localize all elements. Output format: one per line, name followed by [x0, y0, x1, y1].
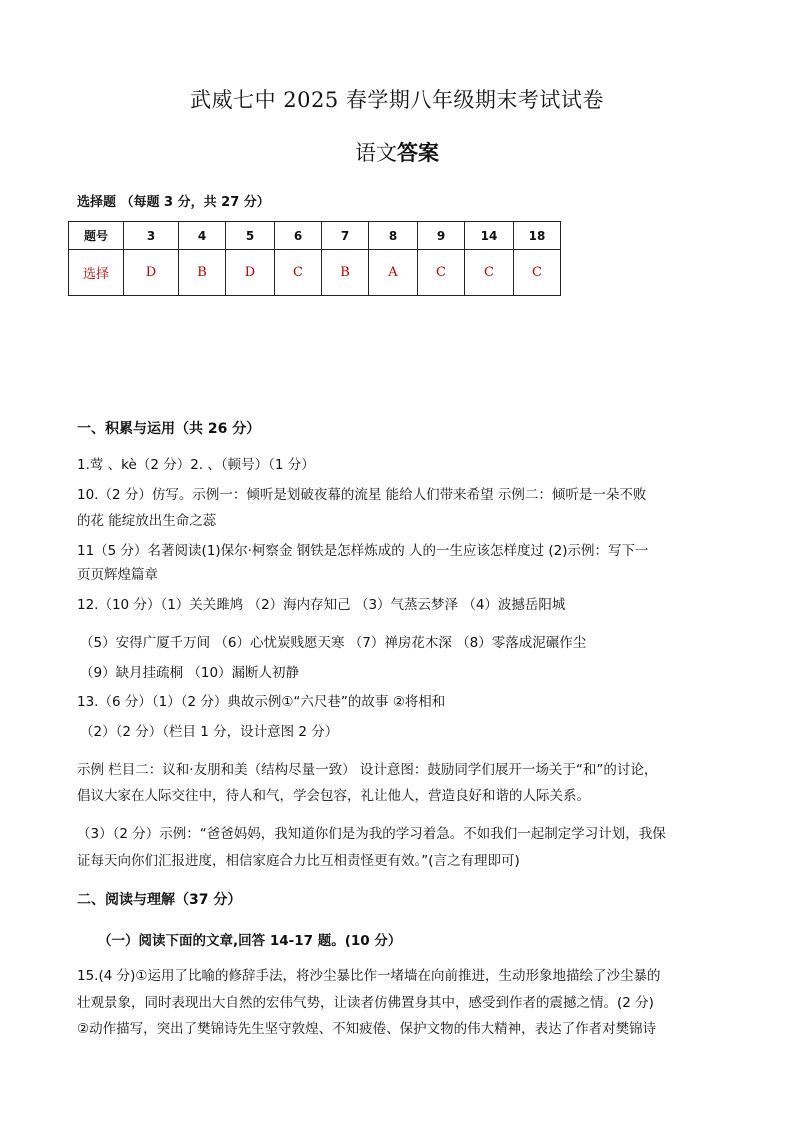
answer-cell: C — [275, 250, 322, 296]
question-number: 5 — [226, 222, 275, 250]
question-number: 8 — [369, 222, 418, 250]
answer-line: 证每天向你们汇报进度，相信家庭合力比互相责怪更有效。”(言之有理即可) — [77, 853, 520, 869]
answer-line: （2）（2 分）（栏目 1 分，设计意图 2 分） — [80, 724, 339, 740]
answer-line: （9）缺月挂疏桐 （10）漏断人初静 — [80, 665, 300, 681]
question-number: 3 — [124, 222, 179, 250]
answer-line: 13.（6 分）（1）（2 分）典故示例①“六尺巷”的故事 ②将相和 — [77, 694, 446, 710]
document-subtitle — [0, 137, 794, 167]
answer-line: 页页辉煌篇章 — [77, 567, 158, 583]
answer-cell: C — [514, 250, 561, 296]
question-number-row — [69, 222, 561, 250]
answer-cell: B — [322, 250, 369, 296]
answer-line: 壮观景象，同时表现出大自然的宏伟气势，让读者仿佛置身其中，感受到作者的震撼之情。(2 分) — [77, 995, 654, 1011]
answer-line: （5）安得广厦千万间 （6）心忧炭贱愿天寒 （7）禅房花木深 （8）零落成泥碾作尘 — [80, 635, 587, 651]
question-number: 18 — [514, 222, 561, 250]
answer-cell: D — [226, 250, 275, 296]
answer-line: ②动作描写，突出了樊锦诗先生坚守敦煌、不知疲倦、保护文物的伟大精神，表达了作者对樊锦诗 — [77, 1021, 657, 1037]
section-heading-1: 一、积累与运用（共 26 分） — [77, 421, 261, 437]
choice-heading: 选择题 （每题 3 分，共 27 分） — [77, 195, 270, 210]
answer-cell: D — [124, 250, 179, 296]
subtitle-answer: 答案 — [397, 140, 439, 165]
answer-line: 11（5 分）名著阅读(1)保尔·柯察金 钢铁是怎样炼成的 人的一生应该怎样度过 (2)示例：写下一 — [77, 543, 649, 559]
question-number: 9 — [418, 222, 465, 250]
answer-row — [69, 250, 561, 296]
row-label-answer: 选择 — [69, 250, 124, 296]
answer-line: 的花 能绽放出生命之蕊 — [77, 513, 217, 529]
question-number: 4 — [179, 222, 226, 250]
subtitle-subject: 语文 — [355, 141, 397, 165]
answer-line: 15.(4 分)①运用了比喻的修辞手法，将沙尘暴比作一堵墙在向前推进，生动形象地描绘了沙尘暴的 — [77, 968, 661, 984]
answer-line: 倡议大家在人际交往中，待人和气，学会包容，礼让他人，营造良好和谐的人际关系。 — [77, 788, 590, 804]
question-number: 14 — [465, 222, 514, 250]
answer-line: 12.（10 分）（1）关关雎鸠 （2）海内存知己 （3）气蒸云梦泽 （4）波撼岳阳城 — [77, 597, 566, 613]
answer-line: 10.（2 分）仿写。示例一：倾听是划破夜幕的流星 能给人们带来希望 示例二：倾听是一朵不败 — [77, 487, 647, 503]
question-number: 6 — [275, 222, 322, 250]
answer-line: 1.莺 、kè（2 分）2. 、（顿号）（1 分） — [77, 457, 315, 473]
answer-table — [68, 221, 561, 296]
answer-line: （3）（2 分）示例：“爸爸妈妈，我知道你们是为我的学习着急。不如我们一起制定学习计划，我保 — [77, 826, 666, 842]
answer-line: 示例 栏目二：议和·友朋和美（结构尽量一致） 设计意图：鼓励同学们展开一场关于“和”的讨论， — [77, 762, 658, 778]
answer-cell: B — [179, 250, 226, 296]
section-heading-2: 二、阅读与理解（37 分） — [77, 892, 242, 908]
row-label-number: 题号 — [69, 222, 124, 250]
subsection-heading: （一）阅读下面的文章,回答 14-17 题。(10 分） — [98, 933, 402, 949]
question-number: 7 — [322, 222, 369, 250]
document-title: 武威七中 2025 春学期八年级期末考试试卷 — [190, 88, 604, 112]
answer-cell: A — [369, 250, 418, 296]
answer-cell: C — [418, 250, 465, 296]
answer-cell: C — [465, 250, 514, 296]
